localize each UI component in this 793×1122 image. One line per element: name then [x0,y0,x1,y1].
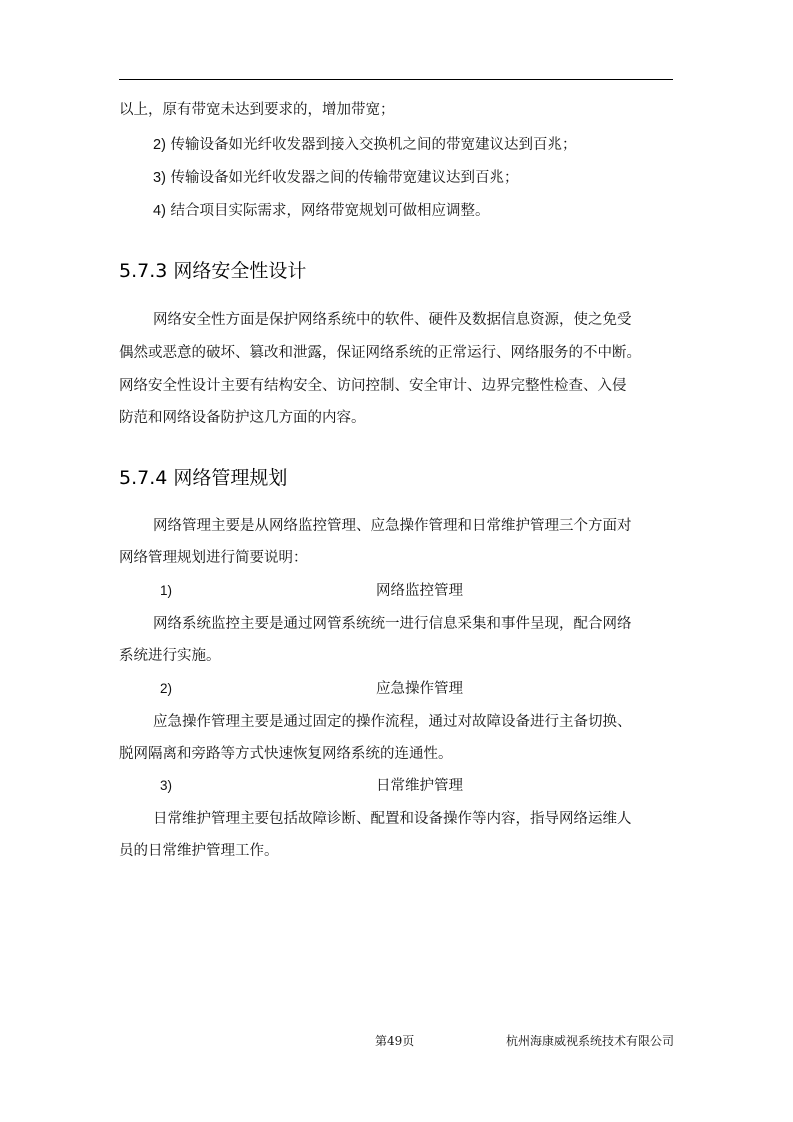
paragraph-line: 网络安全性方面是保护网络系统中的软件、硬件及数据信息资源，使之免受 [153,312,632,328]
paragraph-line: 网络管理规划进行简要说明： [119,550,308,566]
paragraph-line: 偶然或恶意的破坏、篡改和泄露，保证网络系统的正常运行、网络服务的不中断。 [119,345,641,361]
subsection-number: 1) [160,583,173,598]
paragraph-line: 应急操作管理主要是通过固定的操作流程，通过对故障设备进行主备切换、 [153,714,632,730]
list-number: 3) [153,170,166,186]
list-text: 结合项目实际需求，网络带宽规划可做相应调整。 [170,203,490,219]
paragraph-line: 网络管理主要是从网络监控管理、应急操作管理和日常维护管理三个方面对 [153,518,632,534]
list-item [153,168,519,188]
list-item [153,135,577,155]
list-number: 2) [153,137,166,153]
section-heading: 5.7.3 网络安全性设计 [119,260,307,282]
list-text: 传输设备如光纤收发器之间的传输带宽建议达到百兆； [170,170,519,186]
subsection-title: 网络监控管理 [376,583,463,599]
paragraph-line: 防范和网络设备防护这几方面的内容。 [119,410,366,426]
paragraph-line: 以上，原有带宽未达到要求的，增加带宽； [119,102,395,118]
paragraph-line: 脱网隔离和旁路等方式快速恢复网络系统的连通性。 [119,746,453,762]
paragraph-line: 日常维护管理主要包括故障诊断、配置和设备操作等内容，指导网络运维人 [153,811,632,827]
paragraph-line: 网络安全性设计主要有结构安全、访问控制、安全审计、边界完整性检查、入侵 [119,378,627,394]
subsection-number: 3) [160,778,173,793]
header-rule [119,79,673,80]
list-item [153,201,490,221]
list-text: 传输设备如光纤收发器到接入交换机之间的带宽建议达到百兆； [170,137,577,153]
subsection-title: 应急操作管理 [376,681,463,697]
subsection-number: 2) [160,681,173,696]
paragraph-line: 系统进行实施。 [119,648,221,664]
list-number: 4) [153,203,166,219]
paragraph-line: 网络系统监控主要是通过网管系统统一进行信息采集和事件呈现，配合网络 [153,616,632,632]
paragraph-line: 员的日常维护管理工作。 [119,843,279,859]
section-heading: 5.7.4 网络管理规划 [119,467,288,489]
company-name: 杭州海康威视系统技术有限公司 [506,1034,675,1048]
subsection-title: 日常维护管理 [376,778,463,794]
page-number: 第49页 [375,1034,415,1048]
